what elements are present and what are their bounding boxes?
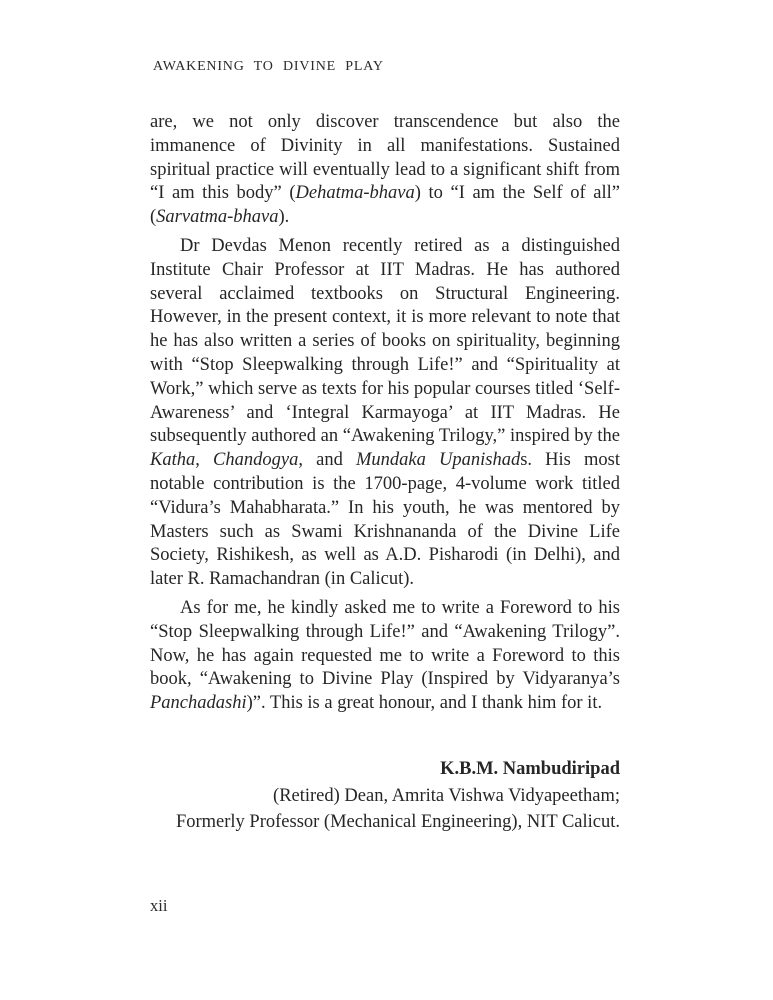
text-segment: , and: [298, 450, 356, 471]
signature-name: K.B.M. Nambudiripad: [440, 759, 620, 779]
signature-title-2: Formerly Professor (Mechanical Engineering), NIT Calicut.: [175, 812, 620, 832]
text-segment: are, we not only discover transcendence but also the immanence of Divinity in all manifestations. Sustained spiritual practice will eventually lead to a significant shift from “I am this body” (: [150, 112, 620, 204]
text-segment: ) to “I am the Self of all” (: [150, 183, 621, 228]
text-segment: Dr Devdas Menon recently retired as a distinguished Institute Chair Professor at IIT Madras. He has authored several acclaimed textbooks on Structural Engineering. However, in the present context, it is more relevant to note that he has also written a series of books on spirituality, beginning with “Stop Sleepwalking through Life!” and “Spirituality at Work,” which serve as texts for his popular courses titled ‘Self-Awareness’ and ‘Integral Karmayoga’ at IIT Madras. He subsequently authored an “Awakening Trilogy,” inspired by the: [150, 235, 620, 447]
italic-term: Mundaka Upanishad: [355, 450, 521, 471]
running-header: AWAKENING TO DIVINE PLAY: [153, 59, 384, 74]
italic-term: Sarvatma-bhava: [156, 207, 279, 228]
body-text: [150, 111, 620, 721]
italic-term: Dehatma-bhava: [295, 183, 415, 204]
italic-term: Chandogya: [213, 450, 299, 471]
text-segment: ).: [278, 207, 290, 228]
text-segment: As for me, he kindly asked me to write a Foreword to his “Stop Sleepwalking through Life!” and “Awakening Trilogy”. Now, he has again requested me to write a Foreword to this book, “Awakening to Divine Play (Inspired by Vidyaranya’s: [150, 597, 620, 690]
paragraph: [150, 235, 620, 592]
text-segment: s. His most notable contribution is the 1700-page, 4-volume work titled “Vidura’s Mahabharata.” In his youth, he was mentored by Masters such as Swami Krishnananda of the Divine Life Society, Rishikesh, as well as A.D. Pisharodi (in Delhi), and later R. Ramachandran (in Calicut).: [150, 450, 621, 590]
text-segment: )”. This is a great honour, and I thank him for it.: [246, 693, 603, 714]
paragraph: [150, 111, 620, 230]
italic-term: Katha: [150, 450, 196, 471]
text-segment: ,: [195, 450, 214, 471]
signature-title-1: (Retired) Dean, Amrita Vishwa Vidyapeetham;: [273, 785, 620, 806]
signature-block: [150, 756, 620, 836]
page-number: xii: [150, 896, 168, 915]
paragraph: [150, 597, 620, 716]
italic-term: Panchadashi: [150, 693, 247, 714]
